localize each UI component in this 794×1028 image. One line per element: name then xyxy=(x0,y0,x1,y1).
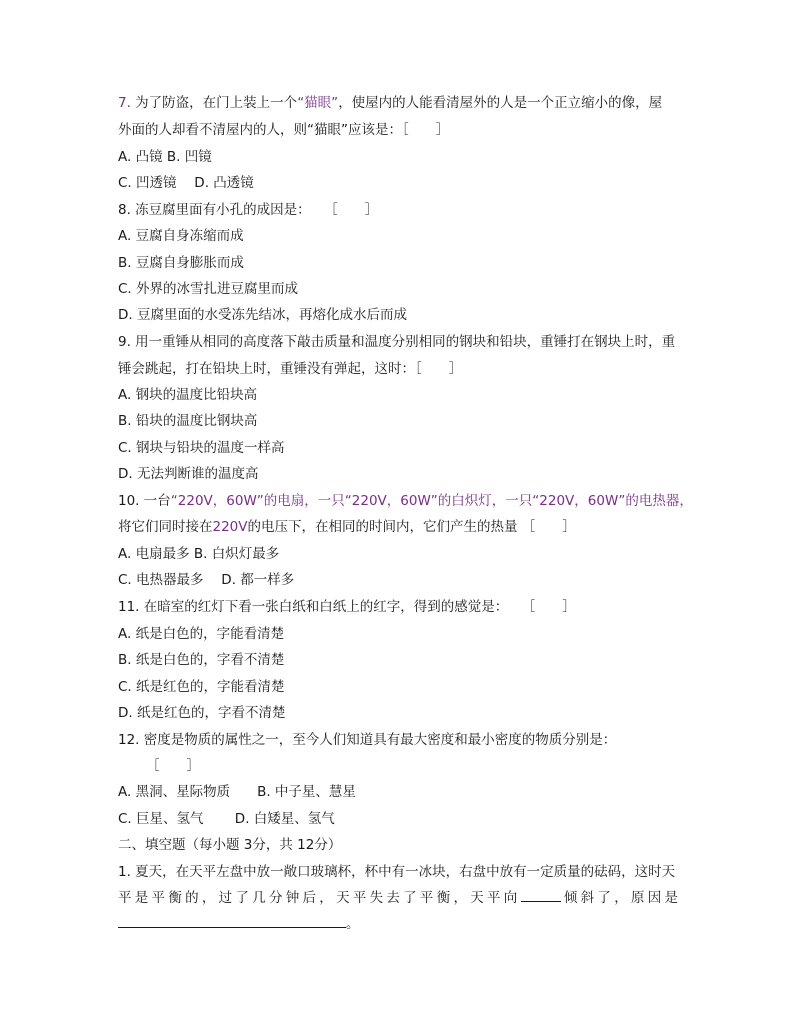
q7-line1 xyxy=(118,94,662,112)
q12-option-c: C. 巨星、氢气 D. 白矮星、氢气 xyxy=(118,811,335,827)
q11-option-c: C. 纸是红色的，字能看清楚 xyxy=(118,679,285,695)
q11-option-a: A. 纸是白色的，字能看清楚 xyxy=(118,626,285,642)
q7-option-a: A. 凸镜 B. 凹镜 xyxy=(118,149,212,165)
answer-blank-1[interactable] xyxy=(521,889,561,902)
q11-stem: 11. 在暗室的红灯下看一张白纸和白纸上的红字，得到的感觉是： ［ ］ xyxy=(118,599,576,615)
q7-line2: 外面的人却看不清屋内的人，则“猫眼”应该是：［ ］ xyxy=(118,122,450,138)
q9-option-c: C. 钢块与铅块的温度一样高 xyxy=(118,440,285,456)
q8-option-b: B. 豆腐自身膨胀而成 xyxy=(118,255,244,271)
answer-blank-2[interactable] xyxy=(118,915,346,928)
q7-text-c: ，使屋内的人能看清屋外的人是一个正立缩小的像，屋 xyxy=(338,95,663,111)
fill-q1-text-b: 倾斜了，原因是 xyxy=(560,890,679,906)
q10-line2 xyxy=(118,518,576,536)
q12-option-a: A. 黑洞、星际物质 B. 中子星、慧星 xyxy=(118,784,356,800)
q9-line2: 锤会跳起，打在铅块上时，重锤没有弹起，这时：［ ］ xyxy=(118,361,463,377)
q7-option-c: C. 凹透镜 D. 凸透镜 xyxy=(118,175,254,191)
q11-option-d: D. 纸是红色的，字看不清楚 xyxy=(118,705,286,721)
q12-stem: 12. 密度是物质的属性之一，至今人们知道具有最大密度和最小密度的物质分别是： xyxy=(118,732,617,748)
fill-q1-text-a: 平是平衡的，过了几分钟后，天平失去了平衡，天平向 xyxy=(118,890,521,906)
q7-number: 7. xyxy=(118,95,131,111)
q10-option-c: C. 电热器最多 D. 都一样多 xyxy=(118,572,295,588)
fill-q1-line2 xyxy=(118,889,678,907)
q9-option-b: B. 铅块的温度比钢块高 xyxy=(118,413,258,429)
q12-bracket: ［ ］ xyxy=(146,758,200,774)
fill-q1-line3 xyxy=(118,915,360,933)
section2-title: 二、填空题（每小题 3分，共 12分） xyxy=(118,837,342,853)
q10-line1 xyxy=(118,492,693,510)
q11-option-b: B. 纸是白色的，字看不清楚 xyxy=(118,652,285,668)
q10-voltage: 220V xyxy=(212,519,248,535)
q9-option-d: D. 无法判断谁的温度高 xyxy=(118,466,259,482)
q10-option-a: A. 电扇最多 B. 白炽灯最多 xyxy=(118,546,280,562)
q9-line1: 9. 用一重锤从相同的高度落下敲击质量和温度分别相同的钢块和铅块，重锤打在钢块上时，重 xyxy=(118,334,676,350)
q8-stem: 8. 冻豆腐里面有小孔的成因是： ［ ］ xyxy=(118,202,379,218)
fill-q1-line1: 1. 夏天，在天平左盘中放一敞口玻璃杯，杯中有一冰块，右盘中放有一定质量的砝码，这时天 xyxy=(118,864,676,880)
q9-option-a: A. 钢块的温度比铅块高 xyxy=(118,387,258,403)
q8-option-c: C. 外界的冰雪扎进豆腐里而成 xyxy=(118,281,299,297)
fill-q1-period: 。 xyxy=(346,916,360,932)
q10-text-a2: 将它们同时接在 xyxy=(118,519,213,535)
q10-text-b: “220V，60W”的电扇，一只“220V，60W”的白炽灯，一只“220V，60W”的电热器， xyxy=(170,493,693,509)
q7-text-a: 为了防盗，在门上装上一个 xyxy=(130,95,298,111)
q8-option-d: D. 豆腐里面的水受冻先结冰，再熔化成水后而成 xyxy=(118,307,407,323)
q10-text-a: 10. 一台 xyxy=(118,493,171,509)
q10-text-c2: 的电压下，在相同的时间内，它们产生的热量 ［ ］ xyxy=(247,519,576,535)
q8-option-a: A. 豆腐自身冻缩而成 xyxy=(118,228,244,244)
q7-text-b: “猫眼” xyxy=(297,95,339,111)
